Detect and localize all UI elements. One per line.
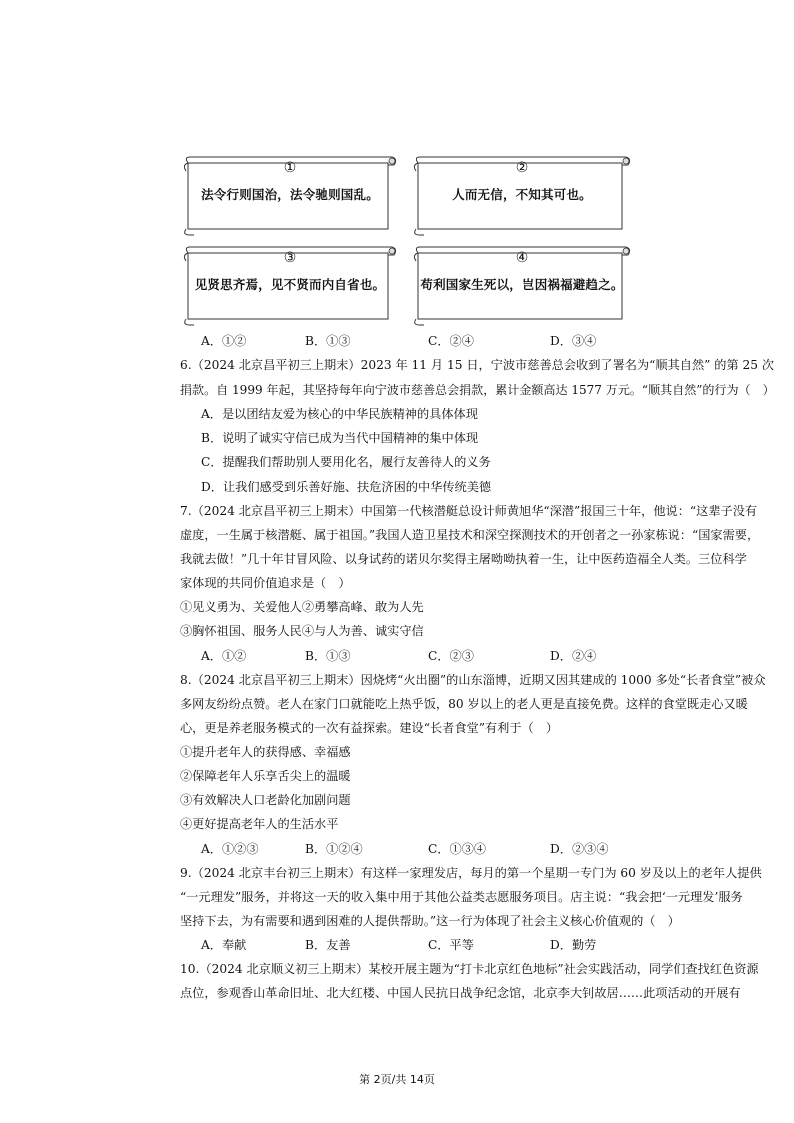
q5-option-c: C．②④ [428, 334, 474, 348]
scroll-number: ③ [283, 250, 297, 266]
scroll-number: ④ [515, 250, 529, 266]
q8-choice-line: ③有效解决人口老龄化加剧问题 [180, 793, 351, 807]
q7-option-d: D．②④ [550, 649, 597, 663]
q5-option-a: A．①② [201, 334, 247, 348]
scroll-2 [412, 155, 632, 237]
q6-option-a: A．是以团结友爱为核心的中华民族精神的具体体现 [201, 407, 478, 421]
q8-option-d: D．②③④ [550, 842, 609, 856]
q9-stem-line: 坚持下去，为有需要和遇到困难的人提供帮助。”这一行为体现了社会主义核心价值观的（ ） [180, 914, 680, 928]
q6-option-c: C．提醒我们帮助别人要用化名，履行友善待人的义务 [201, 455, 491, 469]
q7-choice-line: ①见义勇为、关爱他人②勇攀高峰、敢为人先 [180, 600, 424, 614]
scroll-3 [182, 245, 398, 327]
q10-stem-line: 点位，参观香山革命旧址、北大红楼、中国人民抗日战争纪念馆，北京李大钊故居……此项活动的开展有 [180, 986, 741, 1000]
scroll-1 [182, 155, 398, 237]
scroll-text: 苟利国家生死以，岂因祸福避趋之。 [420, 277, 624, 292]
q7-stem-line: 虚度，一生属于核潜艇、属于祖国。”我国人造卫星技术和深空探测技术的开创者之一孙家栋说：“国家需要， [180, 528, 760, 542]
q8-option-b: B．①②④ [305, 842, 363, 856]
q7-stem-line: 家体现的共同价值追求是（ ） [180, 576, 351, 590]
q9-option-b: B．友善 [305, 938, 351, 952]
scroll-text: 见贤思齐焉，见不贤而内自省也。 [194, 277, 386, 292]
q5-option-d: D．③④ [550, 334, 597, 348]
q8-choice-line: ②保障老年人乐享舌尖上的温暖 [180, 769, 351, 783]
q6-stem-line: 捐款。自 1999 年起，其坚持每年向宁波市慈善总会捐款，累计金额高达 1577 万元。“顺其自然”的行为（ ） [180, 383, 775, 397]
q9-stem-line: 9.（2024 北京丰台初三上期末）有这样一家理发店，每月的第一个星期一专门为 60 岁及以上的老年人提供 [180, 866, 762, 880]
q6-option-b: B．说明了诚实守信已成为当代中国精神的集中体现 [201, 431, 479, 445]
q7-option-c: C．②③ [428, 649, 474, 663]
q7-stem-line: 我就去做！”几十年甘冒风险、以身试药的诺贝尔奖得主屠呦呦执着一生，让中医药造福全人类。三位科学 [180, 552, 747, 566]
q8-choice-line: ④更好提高老年人的生活水平 [180, 817, 339, 831]
q7-stem-line: 7.（2024 北京昌平初三上期末）中国第一代核潜艇总设计师黄旭华“深潜”报国三十年，他说：“这辈子没有 [180, 504, 758, 518]
q5-option-b: B．①③ [305, 334, 351, 348]
q8-choice-line: ①提升老年人的获得感、幸福感 [180, 745, 351, 759]
q10-stem-line: 10.（2024 北京顺义初三上期末）某校开展主题为“打卡北京红色地标”社会实践活动，同学们查找红色资源 [180, 962, 759, 976]
scroll-text: 法令行则国治，法令驰则国乱。 [201, 187, 379, 202]
scroll-4 [412, 245, 632, 327]
q6-stem-line: 6.（2024 北京昌平初三上期末）2023 年 11 月 15 日，宁波市慈善总会收到了署名为“顺其自然” 的第 25 次 [180, 358, 775, 372]
q8-option-a: A．①②③ [201, 842, 259, 856]
scroll-number: ① [283, 160, 297, 176]
q7-choice-line: ③胸怀祖国、服务人民④与人为善、诚实守信 [180, 624, 424, 638]
q8-stem-line: 心，更是养老服务模式的一次有益探索。建设“长者食堂”有利于（ ） [180, 721, 559, 735]
q8-option-c: C．①③④ [428, 842, 487, 856]
q9-option-d: D．勤劳 [550, 938, 597, 952]
q7-option-b: B．①③ [305, 649, 351, 663]
q7-option-a: A．①② [201, 649, 247, 663]
q8-stem-line: 多网友纷纷点赞。老人在家门口就能吃上热乎饭，80 岁以上的老人更是直接免费。这样的食堂既走心又暖 [180, 697, 748, 711]
q8-stem-line: 8.（2024 北京昌平初三上期末）因烧烤“火出圈”的山东淄博，近期又因其建成的 1000 多处“长者食堂”被众 [180, 673, 766, 687]
q9-option-a: A．奉献 [201, 938, 247, 952]
q9-stem-line: “一元理发”服务，并将这一天的收入集中用于其他公益类志愿服务项目。店主说：“我会把‘一元理发’服务 [180, 890, 743, 904]
q6-option-d: D．让我们感受到乐善好施、扶危济困的中华传统美德 [201, 480, 492, 494]
scroll-number: ② [515, 160, 529, 176]
page-footer: 第 2页/共 14页 [359, 1073, 435, 1086]
scroll-text: 人而无信，不知其可也。 [452, 187, 592, 202]
q9-option-c: C．平等 [428, 938, 474, 952]
